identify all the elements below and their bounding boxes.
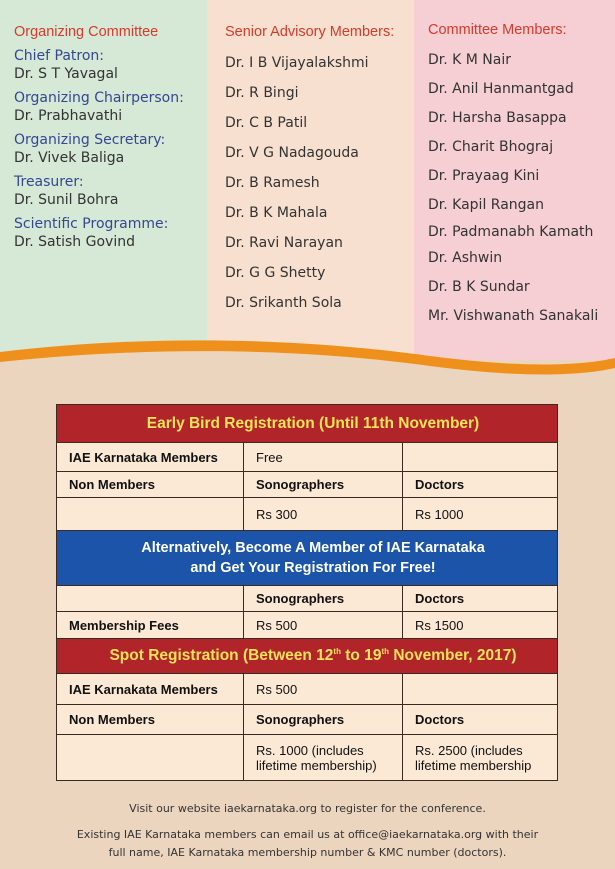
table-cell (403, 443, 558, 472)
table-row (57, 498, 558, 531)
table-cell: Rs 1000 (403, 498, 558, 531)
role-title: Chief Patron: (14, 48, 105, 64)
table-cell: Sonographers (244, 472, 403, 498)
table-cell: Sonographers (244, 586, 403, 612)
table-cell: Free (244, 443, 403, 472)
cell-line: lifetime membership) (256, 757, 377, 773)
committee-members-panel (414, 0, 615, 360)
table-cell: Rs 1500 (403, 612, 558, 639)
offer-line: Alternatively, Become A Member of IAE Karnataka (141, 540, 485, 556)
advisory-members-heading: Senior Advisory Members: (225, 24, 395, 40)
committee-member: Dr. Kapil Rangan (428, 197, 544, 213)
table-cell: Rs 500 (244, 674, 403, 705)
table-cell: Sonographers (244, 705, 403, 735)
advisory-member: Dr. Ravi Narayan (225, 235, 343, 251)
table-row (57, 586, 558, 612)
committee-member: Dr. Ashwin (428, 250, 503, 266)
role-title: Treasurer: (14, 174, 84, 190)
advisory-member: Dr. Srikanth Sola (225, 295, 342, 311)
advisory-members-panel (207, 0, 414, 360)
table-cell: Doctors (403, 472, 558, 498)
cell-line: lifetime membership (415, 757, 532, 773)
cell-line: Rs. 2500 (includes (415, 742, 523, 758)
advisory-member: Dr. R Bingi (225, 85, 299, 101)
table-row (57, 735, 558, 781)
table-cell: Non Members (57, 705, 244, 735)
table-row (57, 531, 558, 586)
table-cell (403, 735, 558, 781)
table-cell: Non Members (57, 472, 244, 498)
table-cell (57, 586, 244, 612)
role-title: Organizing Chairperson: (14, 90, 184, 106)
committee-member: Dr. B K Sundar (428, 279, 530, 295)
role-person: Dr. Sunil Bohra (14, 192, 119, 208)
role-person: Dr. Vivek Baliga (14, 150, 125, 166)
role-block (14, 216, 207, 250)
advisory-member: Dr. C B Patil (225, 115, 308, 131)
cell-line: Rs. 1000 (includes (256, 742, 364, 758)
table-cell (57, 498, 244, 531)
organizing-committee-panel (0, 0, 207, 360)
committee-member: Dr. Padmanabh Kamath (428, 224, 594, 240)
organizing-committee-heading: Organizing Committee (14, 24, 159, 40)
table-cell: Membership Fees (57, 612, 244, 639)
table-cell: IAE Karnakata Members (57, 674, 244, 705)
committee-member: Mr. Vishwanath Sanakali (428, 308, 599, 324)
table-row (57, 443, 558, 472)
role-block (14, 174, 207, 208)
committee-member: Dr. Prayaag Kini (428, 168, 540, 184)
committee-member: Dr. K M Nair (428, 52, 512, 68)
table-cell (244, 735, 403, 781)
role-block (14, 90, 207, 124)
table-cell: Rs 300 (244, 498, 403, 531)
early-bird-banner: Early Bird Registration (Until 11th November) (57, 405, 558, 443)
spot-sup: th (381, 646, 390, 656)
table-cell (57, 735, 244, 781)
footer-email-line: Existing IAE Karnataka members can email us at office@iaekarnataka.org with their (76, 828, 539, 841)
committee-member: Dr. Anil Hanmantgad (428, 81, 574, 97)
table-row (57, 472, 558, 498)
role-person: Dr. Satish Govind (14, 234, 135, 250)
spot-sup: th (333, 646, 341, 656)
table-cell: Doctors (403, 586, 558, 612)
footer-website-line: Visit our website iaekarnataka.org to register for the conference. (129, 802, 486, 815)
role-title: Organizing Secretary: (14, 132, 166, 148)
role-block (14, 132, 207, 166)
spot-text: Spot Registration (Between 12 (109, 647, 334, 665)
advisory-member: Dr. B Ramesh (225, 175, 320, 191)
offer-line: and Get Your Registration For Free! (190, 560, 436, 576)
role-block (14, 48, 207, 82)
table-cell (403, 674, 558, 705)
spot-text: November, 2017) (389, 647, 517, 665)
spot-text: to 19 (340, 647, 382, 665)
table-row (57, 405, 558, 443)
advisory-member: Dr. B K Mahala (225, 205, 328, 221)
decorative-wave (0, 328, 615, 398)
table-cell: Rs 500 (244, 612, 403, 639)
table-row (57, 705, 558, 735)
table-row (57, 612, 558, 639)
footer-email-line-2: full name, IAE Karnataka membership number & KMC number (doctors). (108, 846, 507, 859)
advisory-member: Dr. I B Vijayalakshmi (225, 55, 369, 71)
committee-member: Dr. Harsha Basappa (428, 110, 567, 126)
registration-table (56, 404, 558, 781)
table-row (57, 674, 558, 705)
table-row (57, 639, 558, 674)
table-cell: IAE Karnataka Members (57, 443, 244, 472)
committee-member: Dr. Charit Bhograj (428, 139, 554, 155)
role-title: Scientific Programme: (14, 216, 169, 232)
role-person: Dr. S T Yavagal (14, 66, 118, 82)
advisory-member: Dr. G G Shetty (225, 265, 326, 281)
advisory-member: Dr. V G Nadagouda (225, 145, 359, 161)
role-person: Dr. Prabhavathi (14, 108, 123, 124)
committee-members-heading: Committee Members: (428, 22, 567, 38)
table-cell: Doctors (403, 705, 558, 735)
membership-offer-banner (57, 531, 558, 586)
spot-registration-banner (57, 639, 558, 674)
